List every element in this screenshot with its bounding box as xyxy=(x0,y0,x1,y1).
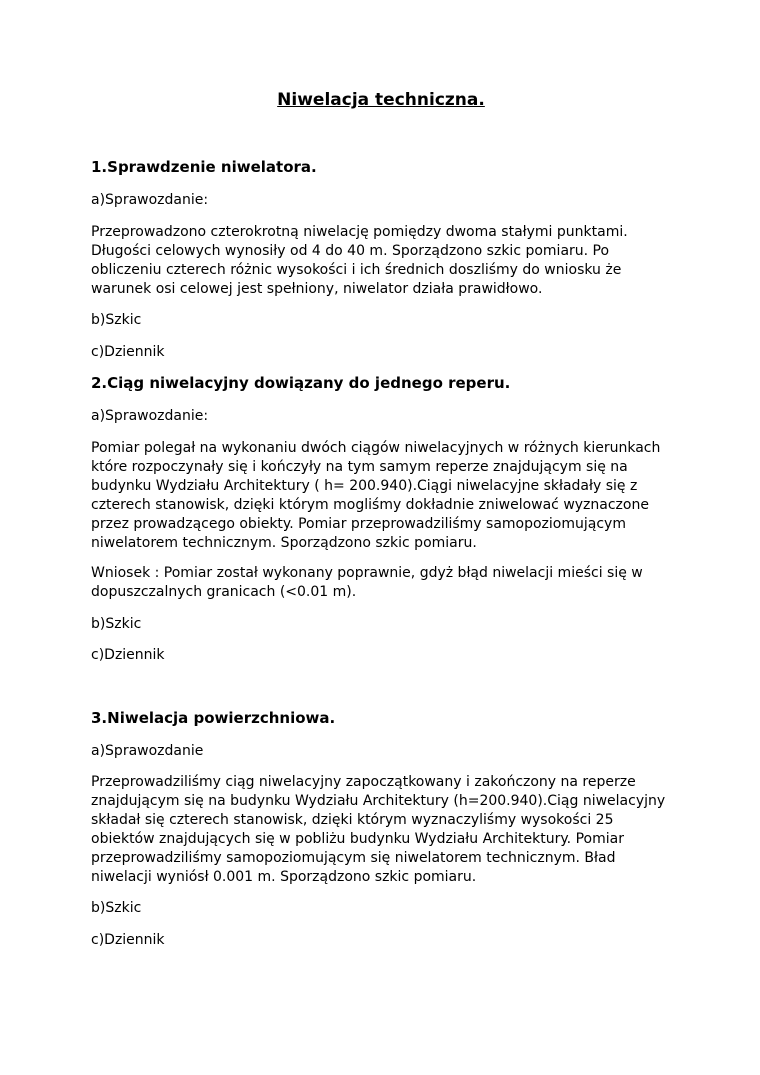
section-2-report-text xyxy=(91,439,681,553)
section-3-sketch-label: b)Szkic xyxy=(91,900,142,916)
text-line: Pomiar polegał na wykonaniu dwóch ciągów niwelacyjnych w różnych kierunkach xyxy=(91,440,661,456)
section-3-report-text xyxy=(91,773,681,887)
text-line: przez prowadzącego obiekty. Pomiar przeprowadziliśmy samopoziomującym xyxy=(91,516,626,532)
section-3-journal-label: c)Dziennik xyxy=(91,932,165,948)
text-line: Przeprowadzono czterokrotną niwelację pomiędzy dwoma stałymi punktami. xyxy=(91,224,628,240)
section-2-sketch-label: b)Szkic xyxy=(91,616,142,632)
section-1-heading: 1.Sprawdzenie niwelatora. xyxy=(91,158,317,176)
section-3-report-label: a)Sprawozdanie xyxy=(91,743,204,759)
text-line: niwelacji wyniósł 0.001 m. Sporządzono szkic pomiaru. xyxy=(91,869,477,885)
section-1-report-label: a)Sprawozdanie: xyxy=(91,192,209,208)
section-2-heading: 2.Ciąg niwelacyjny dowiązany do jednego reperu. xyxy=(91,374,511,392)
section-2-report-label: a)Sprawozdanie: xyxy=(91,408,209,424)
text-line: warunek osi celowej jest spełniony, niwelator działa prawidłowo. xyxy=(91,281,543,297)
document-title: Niwelacja techniczna. xyxy=(277,90,485,110)
text-line: przeprowadziliśmy samopoziomującym się niwelatorem technicznym. Bład xyxy=(91,850,616,866)
section-2-journal-label: c)Dziennik xyxy=(91,647,165,663)
text-line: które rozpoczynały się i kończyły na tym samym reperze znajdującym się na xyxy=(91,459,628,475)
text-line: Wniosek : Pomiar został wykonany poprawnie, gdyż błąd niwelacji mieści się w xyxy=(91,565,643,581)
section-1-report-text xyxy=(91,223,681,299)
text-line: dopuszczalnych granicach (<0.01 m). xyxy=(91,584,357,600)
section-1-sketch-label: b)Szkic xyxy=(91,312,142,328)
text-line: budynku Wydziału Architektury ( h= 200.940).Ciągi niwelacyjne składały się z xyxy=(91,478,638,494)
section-2-conclusion xyxy=(91,564,681,602)
text-line: Przeprowadziliśmy ciąg niwelacyjny zapoczątkowany i zakończony na reperze xyxy=(91,774,636,790)
text-line: znajdującym się na budynku Wydziału Architektury (h=200.940).Ciąg niwelacyjny xyxy=(91,793,666,809)
text-line: czterech stanowisk, dzięki którym mogliśmy dokładnie zniwelować wyznaczone xyxy=(91,497,649,513)
text-line: niwelatorem technicznym. Sporządzono szkic pomiaru. xyxy=(91,535,477,551)
section-3-heading: 3.Niwelacja powierzchniowa. xyxy=(91,709,336,727)
text-line: obliczeniu czterech różnic wysokości i ich średnich doszliśmy do wniosku że xyxy=(91,262,622,278)
section-1-journal-label: c)Dziennik xyxy=(91,344,165,360)
text-line: składał się czterech stanowisk, dzięki którym wyznaczyliśmy wysokości 25 xyxy=(91,812,614,828)
text-line: Długości celowych wynosiły od 4 do 40 m. Sporządzono szkic pomiaru. Po xyxy=(91,243,610,259)
text-line: obiektów znajdujących się w pobliżu budynku Wydziału Architektury. Pomiar xyxy=(91,831,624,847)
